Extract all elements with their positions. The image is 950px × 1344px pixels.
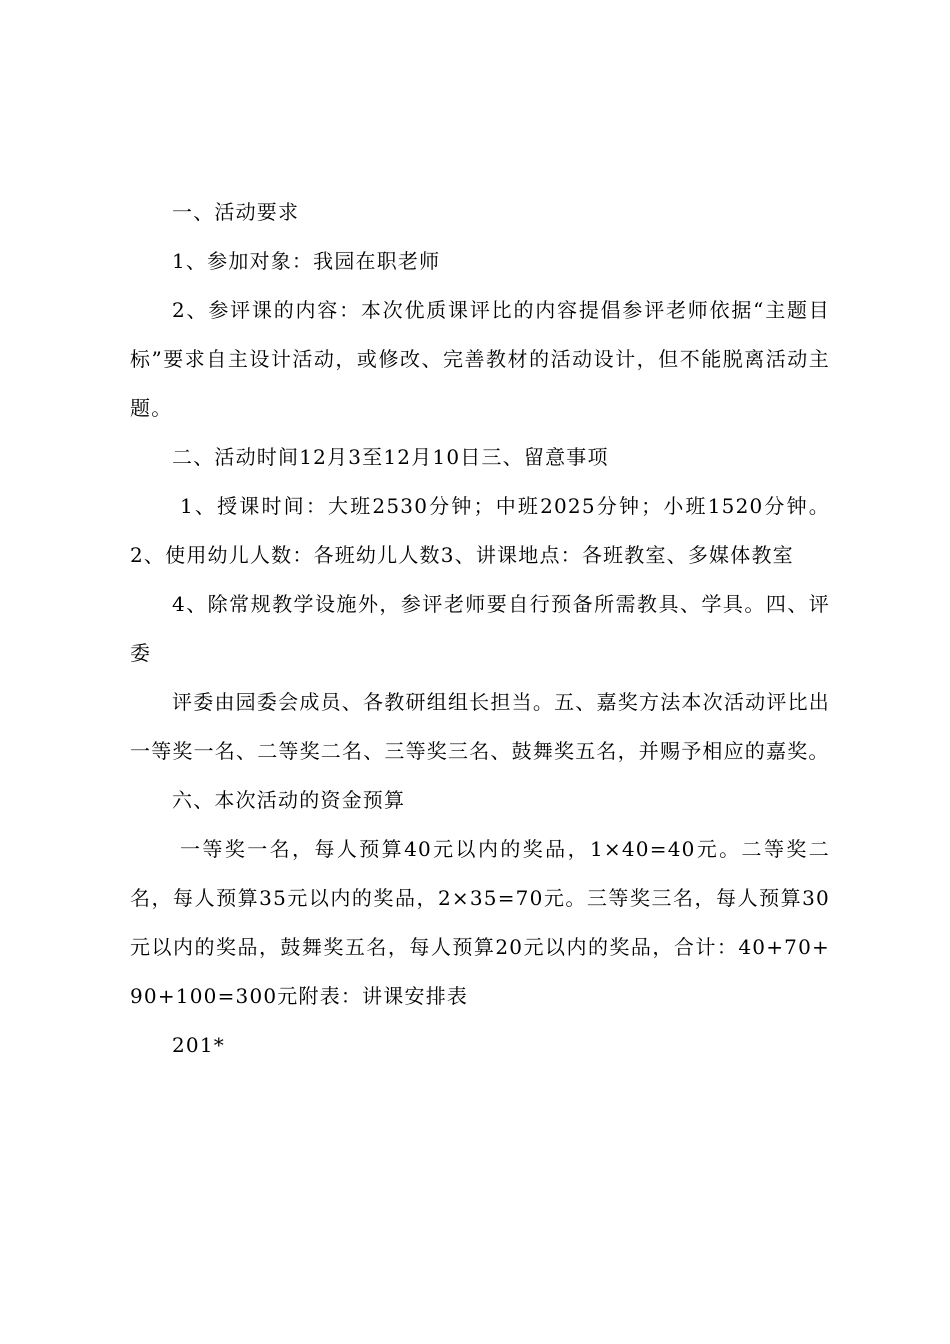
heading-budget: 六、本次活动的资金预算 (172, 788, 406, 812)
document-body (130, 188, 830, 1070)
paragraph-participants: 1、参加对象：我园在职老师 (172, 249, 441, 273)
paragraph-equipment: 4、除常规教学设施外，参评老师要自行预备所需教具、学具。四、评委 (130, 592, 830, 665)
heading-activity-requirements: 一、活动要求 (172, 200, 300, 224)
paragraph-judges-awards: 评委由园委会成员、各教研组组长担当。五、嘉奖方法本次活动评比出一等奖一名、二等奖二名、三等奖三名、鼓舞奖五名，并赐予相应的嘉奖。 (130, 690, 830, 763)
paragraph-course-content: 2、参评课的内容：本次优质课评比的内容提倡参评老师依据“主题目标”要求自主设计活动，或修改、完善教材的活动设计，但不能脱离活动主题。 (130, 298, 830, 420)
paragraph-budget-details: 一等奖一名，每人预算40元以内的奖品，1×40=40元。二等奖二名，每人预算35元以内的奖品，2×35=70元。三等奖三名，每人预算30元以内的奖品，鼓舞奖五名，每人预算20元以内的奖品，合计：40+70+90+100=300元附表：讲课安排表 (130, 837, 830, 1008)
paragraph-teaching-time: 1、授课时间：大班2530分钟；中班2025分钟；小班1520分钟。2、使用幼儿人数：各班幼儿人数3、讲课地点：各班教室、多媒体教室 (130, 494, 830, 567)
paragraph-year: 201* (172, 1033, 225, 1057)
paragraph-activity-time: 二、活动时间12月3至12月10日三、留意事项 (172, 445, 609, 469)
